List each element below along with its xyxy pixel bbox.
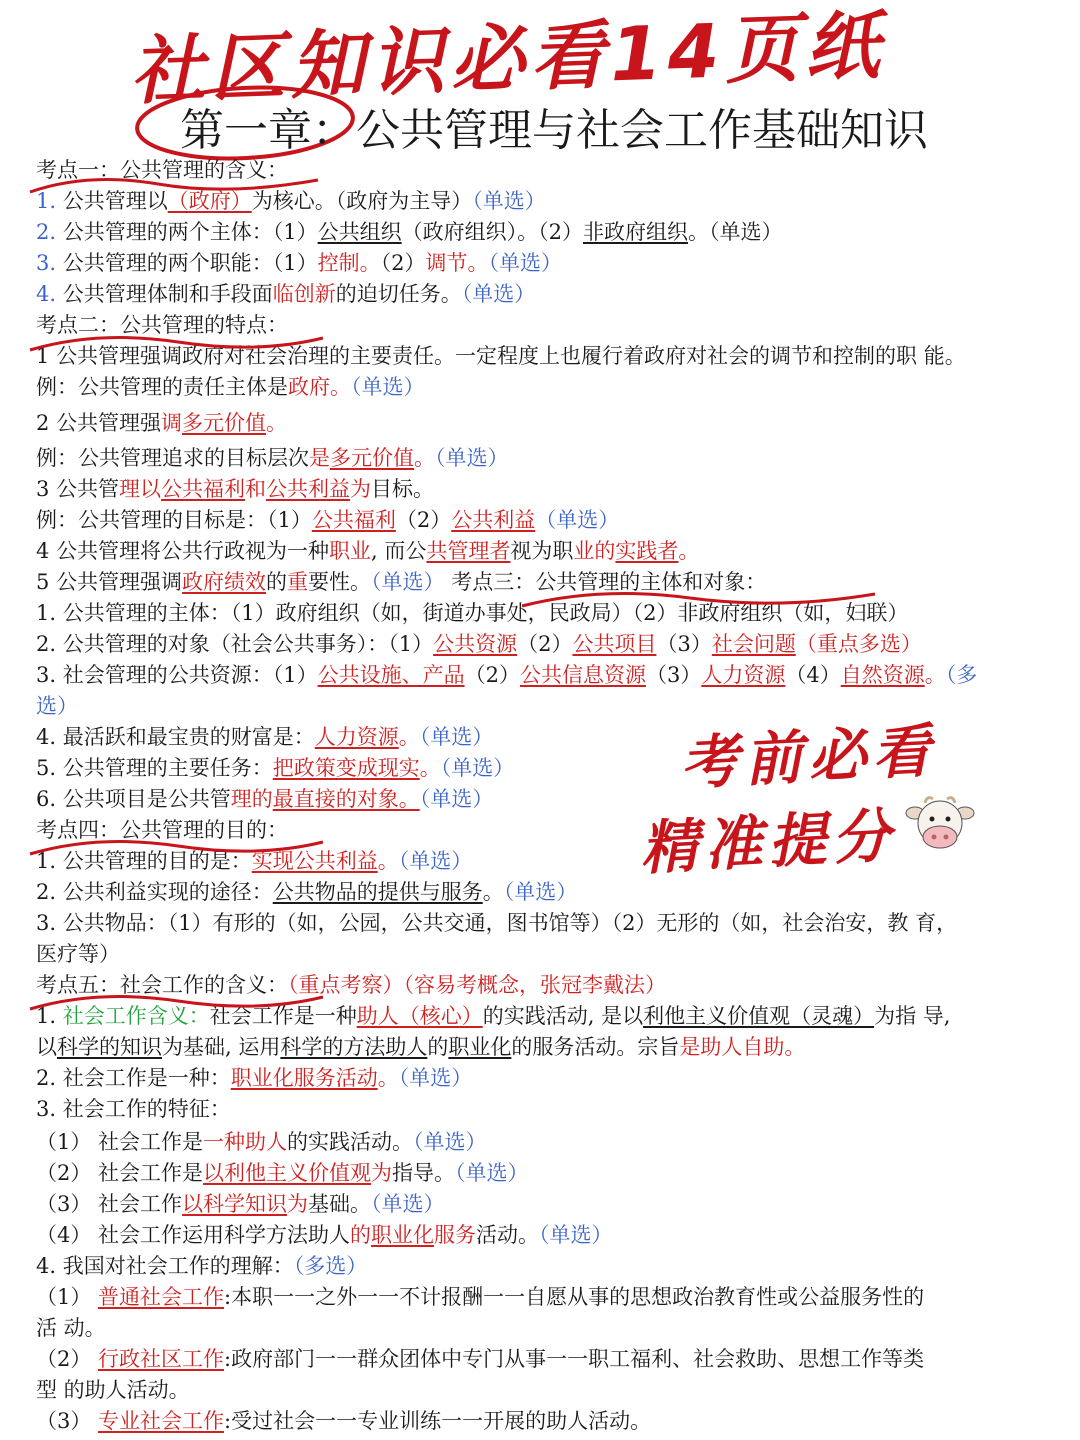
text-segment: 考点五：社会工作的含义： [36,973,288,997]
text-segment: （3） [656,632,712,656]
highlighted-text: 公共信息资源 [519,663,646,687]
underline-wave-5 [28,985,328,1015]
text-segment: （1） [36,1285,99,1309]
text-line [36,537,1050,565]
highlighted-text: 。 [266,411,288,435]
text-line [36,1159,1050,1187]
question-type-tag: （单选） [488,251,562,275]
text-segment: 的迫切任务。 [335,282,462,306]
highlighted-text: 控制。 [317,251,381,275]
highlighted-text: 公共组织 [317,220,402,244]
question-type-tag: 1. [36,189,57,213]
question-type-tag: （单选） [413,1130,487,1154]
highlighted-text: 的 [350,1223,372,1247]
highlighted-text: 多元价值 [330,446,414,470]
highlighted-text: 以科学知识 [182,1192,288,1216]
question-type-tag: （多选） [293,1254,368,1278]
text-segment: 1. 公共管理的主体：（1）政府组织（如，街道办事处，民政局）（2）非政府组织（如，妇联） [36,601,909,625]
text-segment: 指导。 [392,1161,456,1185]
highlighted-text: 理的 [230,787,273,811]
text-segment: 公共管理的两个主体：（1） [56,220,318,244]
highlighted-text: 助人（核心） [356,1004,483,1028]
text-line [36,444,1050,472]
highlighted-text: 公共设施、产品 [317,663,465,687]
highlighted-text: （重点多选） [795,632,922,656]
text-line [36,1128,1050,1156]
text-segment: 考点三：公共管理的主体和对象： [444,570,767,594]
text-line [36,1064,1050,1092]
highlighted-text: 实现公共利益 [251,849,378,873]
text-segment: （3） [645,663,702,687]
chapter-title: 第一章：公共管理与社会工作基础知识 [180,105,928,156]
text-line [36,506,1050,534]
text-segment: 的服务活动。宗旨 [511,1035,680,1059]
highlighted-text: 。 [678,539,700,563]
text-segment: 1 公共管理强调政府对社会治理的主要责任。一定程度上也履行着政府对社会的调节和控制的职 能。 [36,344,966,368]
text-segment: 活 动。 [36,1316,106,1340]
text-segment: 2. 公共利益实现的途径： [36,880,273,904]
text-segment: （2） [395,508,452,532]
handwritten-note-exam: 考前必看 [678,716,938,798]
highlighted-text: 和 [245,477,267,501]
text-segment: （2） [464,663,520,687]
highlighted-text: 。 [924,663,946,687]
highlighted-text: 业的 [573,539,616,563]
highlighted-text: 社会工作含义： [62,1004,210,1028]
text-segment: 为核心。（政府为主导） [251,189,473,213]
text-segment: 为基础, 运用 [162,1035,281,1059]
highlighted-text: 。 [398,725,420,749]
highlighted-text: 行政社区工作 [98,1347,225,1371]
question-type-tag: （单选） [371,570,445,594]
text-segment: 活动。 [476,1223,540,1247]
text-line [36,1345,1050,1373]
text-segment: 4. 我国对社会工作的理解： [36,1254,294,1278]
highlighted-text: 为 [350,477,372,501]
highlighted-text: 以利他主义价值观 [203,1161,372,1185]
question-type-tag: 选） [36,694,78,718]
text-segment: :受过社会一一专业训练一一开展的助人活动。 [224,1409,652,1433]
text-line [36,475,1050,503]
text-segment: 2 公共管理强 [36,411,162,435]
highlighted-text: 理以 [119,477,162,501]
highlighted-text: 非政府组织 [582,220,688,244]
text-segment: （3） 社会工作 [36,1192,183,1216]
text-line [36,1221,1050,1249]
highlighted-text: 共管理者 [426,539,511,563]
text-segment: 医疗等） [36,942,120,966]
text-segment: 公共管理以 [56,189,168,213]
question-type-tag: （单选） [351,375,425,399]
highlighted-text: 把政策变成现实 [272,756,420,780]
text-segment: 3. 公共物品：（1）有形的（如，公园，公共交通，图书馆等）（2）无形的（如，社会治安，教 育， [36,911,958,935]
text-segment: （2） [36,1347,99,1371]
text-segment: 的实践活动。 [287,1130,414,1154]
text-segment: （1） 社会工作是 [36,1130,204,1154]
text-segment: 考点二：公共管理的特点： [36,313,288,337]
text-segment: 2. 公共管理的对象（社会公共事务）：（1） [36,632,434,656]
highlighted-text: 科学的知识 [57,1035,162,1059]
underline-wave-1 [28,170,328,200]
text-line [36,661,1050,689]
highlighted-text: 公共物品的提供与服务 [272,880,483,904]
highlighted-text: 。 [419,756,441,780]
text-line [36,373,1050,401]
text-segment: 4 公共管理将公共行政视为一种 [36,539,330,563]
highlighted-text: 职业化服务活动 [230,1066,378,1090]
question-type-tag: （单选） [419,725,494,749]
highlighted-text: 为 [287,1192,309,1216]
text-segment: 1. [36,1004,63,1028]
text-segment: 基础。 [308,1192,372,1216]
text-segment: 。（单选） [687,220,783,244]
cow-face-icon [905,795,975,857]
handwritten-title: 社区知识必看14页纸 [128,2,887,116]
text-segment: （政府组织）。（2） [401,220,583,244]
highlighted-text: 职业 [329,539,372,563]
text-segment: 6. 公共项目是公共管 [36,787,231,811]
text-line [36,218,1050,246]
highlighted-text: 为 [371,1161,393,1185]
text-segment: 型 的助人活动。 [36,1378,190,1402]
text-segment: （4） [785,663,841,687]
underline-wave-4 [28,830,328,860]
question-type-tag: （单选） [455,1161,529,1185]
text-segment: 以 [36,1035,57,1059]
text-segment: （3） [36,1409,99,1433]
highlighted-text: 一种助人 [203,1130,288,1154]
question-type-tag: （单选） [419,787,494,811]
highlighted-text: 职业化 [371,1223,435,1247]
underline-wave-3 [520,582,880,612]
text-line [36,909,1050,937]
highlighted-text: 政府。 [288,375,351,399]
highlighted-text: （政府） [167,189,252,213]
highlighted-text: 最直接的对象。 [272,787,420,811]
highlighted-text: 公共福利 [311,508,396,532]
question-type-tag: （单选） [539,1223,613,1247]
highlighted-text: 公共利益 [266,477,351,501]
highlighted-text: 利他主义价值观（灵魂） [643,1004,875,1028]
text-segment: 3 公共管 [36,477,120,501]
text-line [36,1407,1050,1435]
text-segment: 公共管理的两个职能：（1） [56,251,318,275]
text-segment: 为指 导, [874,1004,951,1028]
text-segment: :政府部门一一群众团体中专门从事一一职工福利、社会救助、思想工作等类 [224,1347,925,1371]
highlighted-text: 自然资源 [840,663,925,687]
text-line [36,1190,1050,1218]
highlighted-text: 公共利益 [451,508,536,532]
text-line [36,249,1050,277]
highlighted-text: 人力资源 [314,725,399,749]
text-segment: 的 [427,1035,449,1059]
text-line [36,1314,1050,1342]
text-segment: （2） [517,632,573,656]
highlighted-text: 是 [309,446,330,470]
text-segment: 视为职 [510,539,574,563]
text-line [36,1376,1050,1404]
highlighted-text: 是助人自助。 [679,1035,806,1059]
question-type-tag: （单选） [398,849,473,873]
highlighted-text: 专业社会工作 [98,1409,225,1433]
question-type-tag: （单选） [398,1066,473,1090]
question-type-tag: 3. [36,251,57,275]
text-segment: （4） 社会工作运用科学方法助人 [36,1223,351,1247]
highlighted-text: 调节。 [425,251,489,275]
text-segment: :本职一一之外一一不计报酬一一自愿从事的思想政治教育性或公益服务性的 [224,1285,925,1309]
question-type-tag: （单选） [440,756,515,780]
question-type-tag: （单选） [472,189,546,213]
text-line [36,409,1050,437]
text-segment: （2） [380,251,426,275]
highlighted-text: 科学的方法助人 [280,1035,428,1059]
text-segment: 3. 社会管理的公共资源：（1） [36,663,318,687]
text-segment: 社会工作是一种 [209,1004,357,1028]
highlighted-text: 政府绩效 [182,570,267,594]
question-type-tag: （单选） [461,282,536,306]
highlighted-text: 。 [377,849,399,873]
text-segment: （2） 社会工作是 [36,1161,204,1185]
text-segment: 考点一：公共管理的含义： [36,158,288,182]
text-segment: 考点四：公共管理的目的： [36,818,288,842]
text-segment: 5. 公共管理的主要任务： [36,756,273,780]
text-segment: 。 [482,880,504,904]
question-type-tag: （单选） [535,508,620,532]
question-type-tag: 2. [36,220,57,244]
text-segment: 1. 公共管理的目的是： [36,849,252,873]
highlighted-text: （重点考察）（容易考概念，张冠李戴法） [288,973,666,997]
text-line [36,1283,1050,1311]
text-segment: 例：公共管理的目标是：（1） [36,508,312,532]
highlighted-text: 服务 [434,1223,477,1247]
text-segment: 4. 最活跃和最宝贵的财富是： [36,725,315,749]
highlighted-text: 公共项目 [572,632,657,656]
highlighted-text: 。 [414,446,435,470]
text-line [36,630,1050,658]
highlighted-text: 。 [377,1066,399,1090]
text-line [36,1095,1050,1123]
highlighted-text: 重 [287,570,309,594]
highlighted-text: 公共资源 [433,632,518,656]
underline-wave-2 [28,326,328,356]
text-segment: 要性。 [308,570,372,594]
text-segment: , 而公 [371,539,427,563]
text-segment: 的 [266,570,288,594]
highlighted-text: 多元价值 [182,411,267,435]
highlighted-text: 调 [161,411,183,435]
question-type-tag: （多 [945,663,978,687]
text-segment: 2. 社会工作是一种： [36,1066,231,1090]
text-segment: 的实践活动, 是以 [482,1004,644,1028]
text-line [36,280,1050,308]
question-type-tag: （单选） [371,1192,445,1216]
text-segment: 例：公共管理追求的目标层次 [36,446,309,470]
handwritten-note-score: 精准提分 [638,801,898,883]
text-segment: 公共管理体制和手段面 [56,282,273,306]
highlighted-text: 职业化 [448,1035,512,1059]
highlighted-text: 临创新 [272,282,336,306]
text-line [36,1033,1050,1061]
highlighted-text: 人力资源 [701,663,786,687]
text-segment: 例：公共管理的责任主体是 [36,375,288,399]
text-line [36,1252,1050,1280]
text-line [36,878,1050,906]
text-line [36,940,1050,968]
text-segment: 3. 社会工作的特征： [36,1097,231,1121]
text-segment: 目标。 [371,477,435,501]
highlighted-text: 实践者 [615,539,679,563]
highlighted-text: 公共福利 [161,477,246,501]
question-type-tag: 4. [36,282,57,306]
question-type-tag: （单选） [503,880,578,904]
highlighted-text: 社会问题 [711,632,796,656]
question-type-tag: （单选） [435,446,509,470]
highlighted-text: 普通社会工作 [98,1285,225,1309]
text-segment: 5 公共管理强调 [36,570,183,594]
